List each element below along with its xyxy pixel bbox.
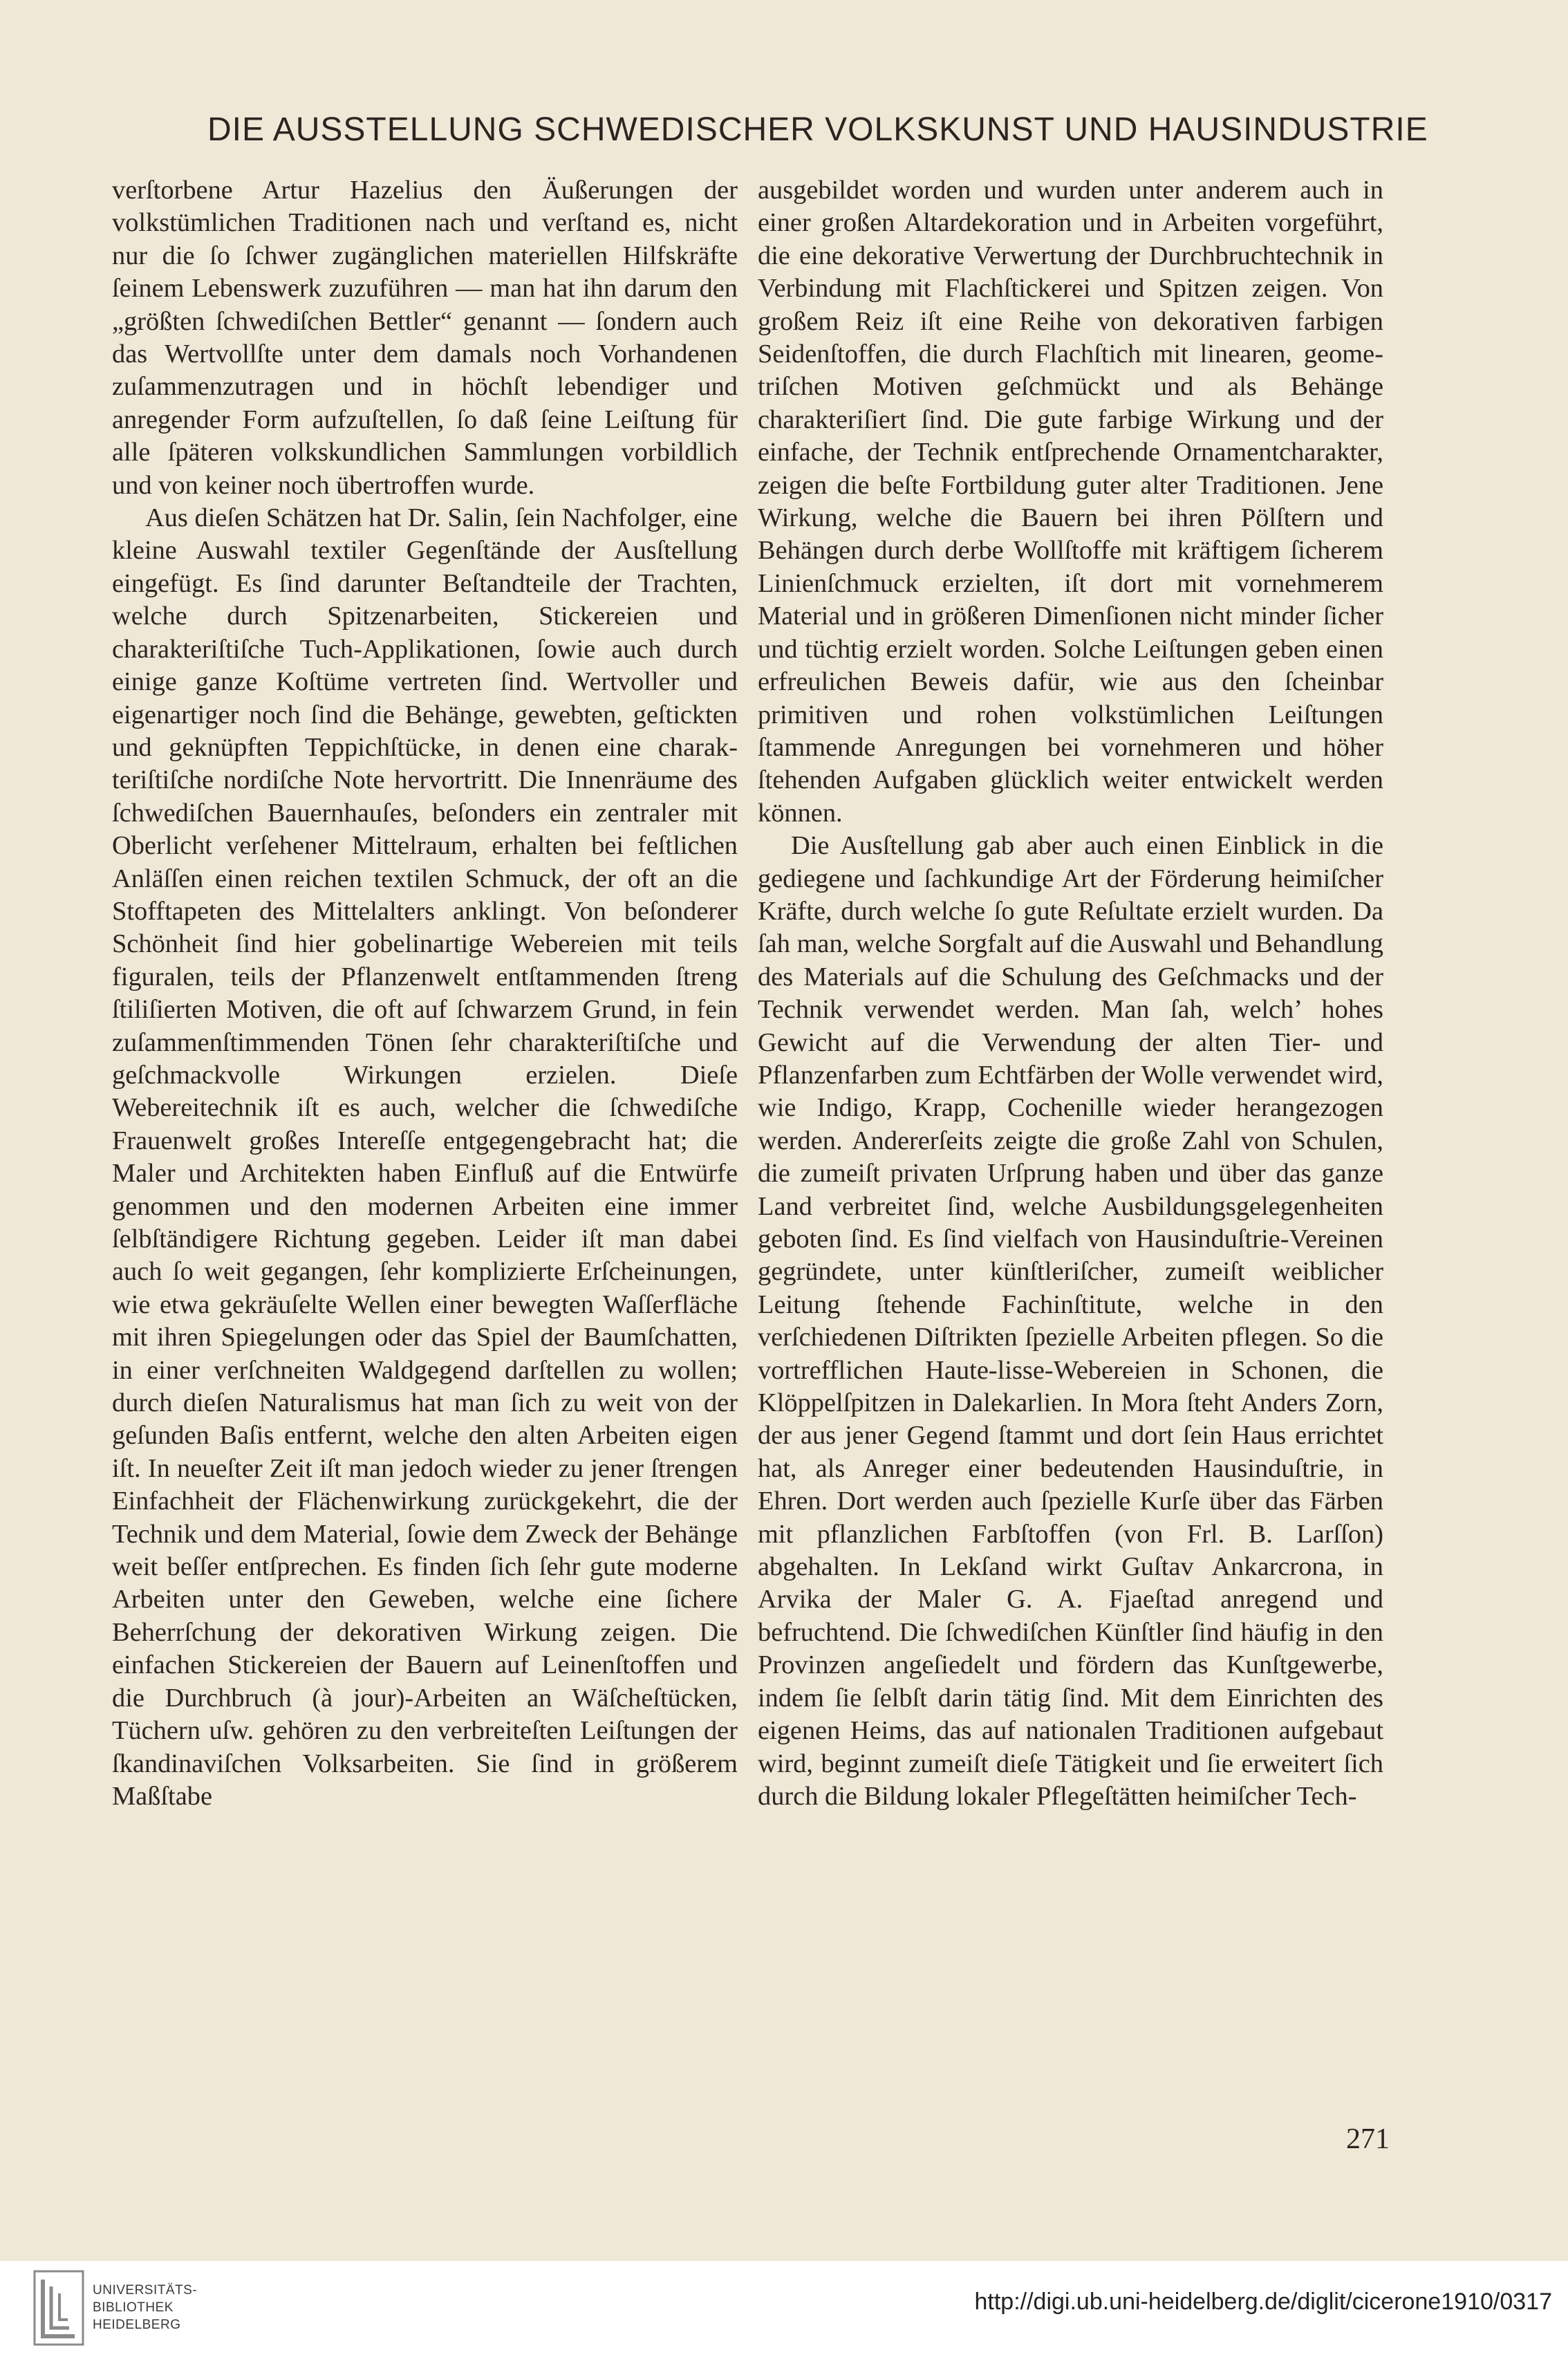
- library-name-line-2: BIBLIOTHEK: [93, 2300, 174, 2315]
- right-paragraph-2: Die Ausſtellung gab aber auch einen Einblick in die gediegene und ſachkundige Art der Förderung heimiſcher Kräfte, durch welche ſo gute Reſultate erzielt wurden. Da ſah man, welche Sorgfalt auf die Auswahl und Behandlung des Materials auf die Schulung des Geſchmacks und der Technik verwendet werden. Man ſah, welch’ hohes Gewicht auf die Verwendung der alten Tier- und Pflanzenfarben zum Echtfärben der Wolle verwendet wird, wie Indigo, Krapp, Cochenille wieder herangezogen werden. Andererſeits zeigte die große Zahl von Schulen, die zumeiſt privaten Urſprung haben und über das ganze Land verbreitet ſind, welche Ausbildungsgelegenheiten geboten ſind. Es ſind vielfach von Hausinduſtrie-Vereinen gegründete, unter künſtleriſcher, zumeiſt weiblicher Leitung ſtehende Fachinſtitute, welche in den verſchiedenen Diſtrikten ſpezielle Arbeiten pflegen. So die vortrefflichen Haute-lisse-Webereien in Schonen, die Klöppelſpitzen in Dalekarlien. In Mora ſteht Anders Zorn, der aus jener Gegend ſtammt und dort ſein Haus errichtet hat, als Anreger einer bedeutenden Hausinduſtrie, in Ehren. Dort werden auch ſpezielle Kurſe über das Färben mit pflanzlichen Farbſtoffen (von Frl. B. Larſſon) abgehalten. In Lekſand wirkt Guſtav Ankarcrona, in Arvika der Maler G. A. Fjaeſtad anregend und befruchtend. Die ſchwediſchen Künſtler ſind häufig in den Provinzen angeſiedelt und fördern das Kunſtgewerbe, indem ſie ſelbſt darin tätig ſind. Mit dem Einrichten des eigenen Heims, das auf nationalen Traditionen aufgebaut wird, beginnt zumeiſt dieſe Tätigkeit und ſie erweitert ſich durch die Bildung lokaler Pflegeſtätten heimiſcher Tech-: [758, 831, 1383, 1811]
- left-paragraph-1: verſtorbene Artur Hazelius den Äußerungen der volkstümlichen Traditionen nach und verſtand es, nicht nur die ſo ſchwer zugänglichen materiellen Hilfskräfte ſeinem Lebenswerk zuzuführen — man hat ihn darum den „größten ſchwediſchen Bettler“ genannt — ſondern auch das Wertvollſte unter dem damals noch Vorhandenen zuſammenzutragen und in höchſt lebendiger und anregender Form aufzuſtellen, ſo daß ſeine Leiſtung für alle ſpäteren volkskundlichen Sammlungen vorbildlich und von keiner noch übertroffen wurde.: [112, 176, 738, 500]
- library-name-line-3: HEIDELBERG: [93, 2318, 181, 2332]
- university-library-seal-icon: [33, 2270, 84, 2346]
- permalink-url[interactable]: http://digi.ub.uni-heidelberg.de/diglit/cicerone1910/0317: [974, 2289, 1552, 2315]
- right-paragraph-1: ausgebildet worden und wurden unter anderem auch in einer großen Altardekoration und in Arbeiten vorgeführt, die eine dekorative Verwertung der Durchbruchtechnik in Verbindung mit Flachſtickerei und Spitzen zeigen. Von großem Reiz iſt eine Reihe von dekorativen farbigen Seidenſtoffen, die durch Flachſtich mit linearen, geometriſchen Motiven geſchmückt und als Behänge charakteriſiert ſind. Die gute farbige Wirkung und der einfache, der Technik entſprechende Ornamentcharakter, zeigen die beſte Fortbildung guter alter Traditionen. Jene Wirkung, welche die Bauern bei ihren Pölſtern und Behängen durch derbe Wollſtoffe mit kräftigem ſicherem Linienſchmuck erzielten, iſt dort mit vornehmerem Material und in größeren Dimenſionen nicht minder ſicher und tüchtig erzielt worden. Solche Leiſtungen geben einen erfreulichen Beweis dafür, wie aus den ſcheinbar primitiven und rohen volkstümlichen Leiſtungen ſtammende Anregungen bei vornehmeren und höher ſtehenden Aufgaben glücklich weiter entwickelt werden können.: [758, 176, 1383, 828]
- right-column: [758, 174, 1383, 1813]
- library-name-line-1: UNIVERSITÄTS-: [93, 2283, 198, 2298]
- running-head: DIE AUSSTELLUNG SCHWEDISCHER VOLKSKUNST UND HAUSINDUSTRIE: [207, 111, 1428, 148]
- library-name: [93, 2282, 300, 2334]
- left-column: [112, 174, 738, 1813]
- left-paragraph-2: Aus dieſen Schätzen hat Dr. Salin, ſein Nachfolger, eine kleine Auswahl textiler Gegenſtände der Ausſtellung eingefügt. Es ſind darunter Beſtandteile der Trachten, welche durch Spitzenarbeiten, Stickereien und charakteriſtiſche Tuch-Applikationen, ſowie auch durch einige ganze Koſtüme vertreten ſind. Wertvoller und eigenartiger noch ſind die Behänge, gewebten, geſtickten und geknüpften Teppichſtücke, in denen eine charakteriſtiſche nordiſche Note hervortritt. Die Innenräume des ſchwediſchen Bauernhauſes, beſonders ein zentraler mit Oberlicht verſehener Mittelraum, erhalten bei feſtlichen Anläſſen einen reichen textilen Schmuck, der oft an die Stofftapeten des Mittelalters anklingt. Von beſonderer Schönheit ſind hier gobelinartige Webereien mit teils figuralen, teils der Pflanzenwelt entſtammenden ſtreng ſtiliſierten Motiven, die oft auf ſchwarzem Grund, in fein zuſammenſtimmenden Tönen ſehr charakteriſtiſche und geſchmackvolle Wirkungen erzielen. Dieſe Webereitechnik iſt es auch, welcher die ſchwediſche Frauenwelt großes Intereſſe entgegengebracht hat; die Maler und Architekten haben Einfluß auf die Entwürfe genommen und den modernen Arbeiten eine immer ſelbſtändigere Richtung gegeben. Leider iſt man dabei auch ſo weit gegangen, ſehr komplizierte Erſcheinungen, wie etwa gekräuſelte Wellen einer bewegten Waſſerfläche mit ihren Spiegelungen oder das Spiel der Baumſchatten, in einer verſchneiten Waldgegend darſtellen zu wollen; durch dieſen Naturalismus hat man ſich zu weit von der geſunden Baſis entfernt, welche den alten Arbeiten eigen iſt. In neueſter Zeit iſt man jedoch wieder zu jener ſtrengen Einfachheit der Flächenwirkung zurückgekehrt, die der Technik und dem Material, ſowie dem Zweck der Behänge weit beſſer entſprechen. Es finden ſich ſehr gute moderne Arbeiten unter den Geweben, welche eine ſichere Beherrſchung der dekorativen Wirkung zeigen. Die einfachen Stickereien der Bauern auf Leinenſtoffen und die Durchbruch (à jour)-Arbeiten an Wäſcheſtücken, Tüchern uſw. gehören zu den verbreiteſten Leiſtungen der ſkandinaviſchen Volksarbeiten. Sie ſind in größerem Maßſtabe: [112, 503, 738, 1811]
- page-number: 271: [1346, 2123, 1390, 2155]
